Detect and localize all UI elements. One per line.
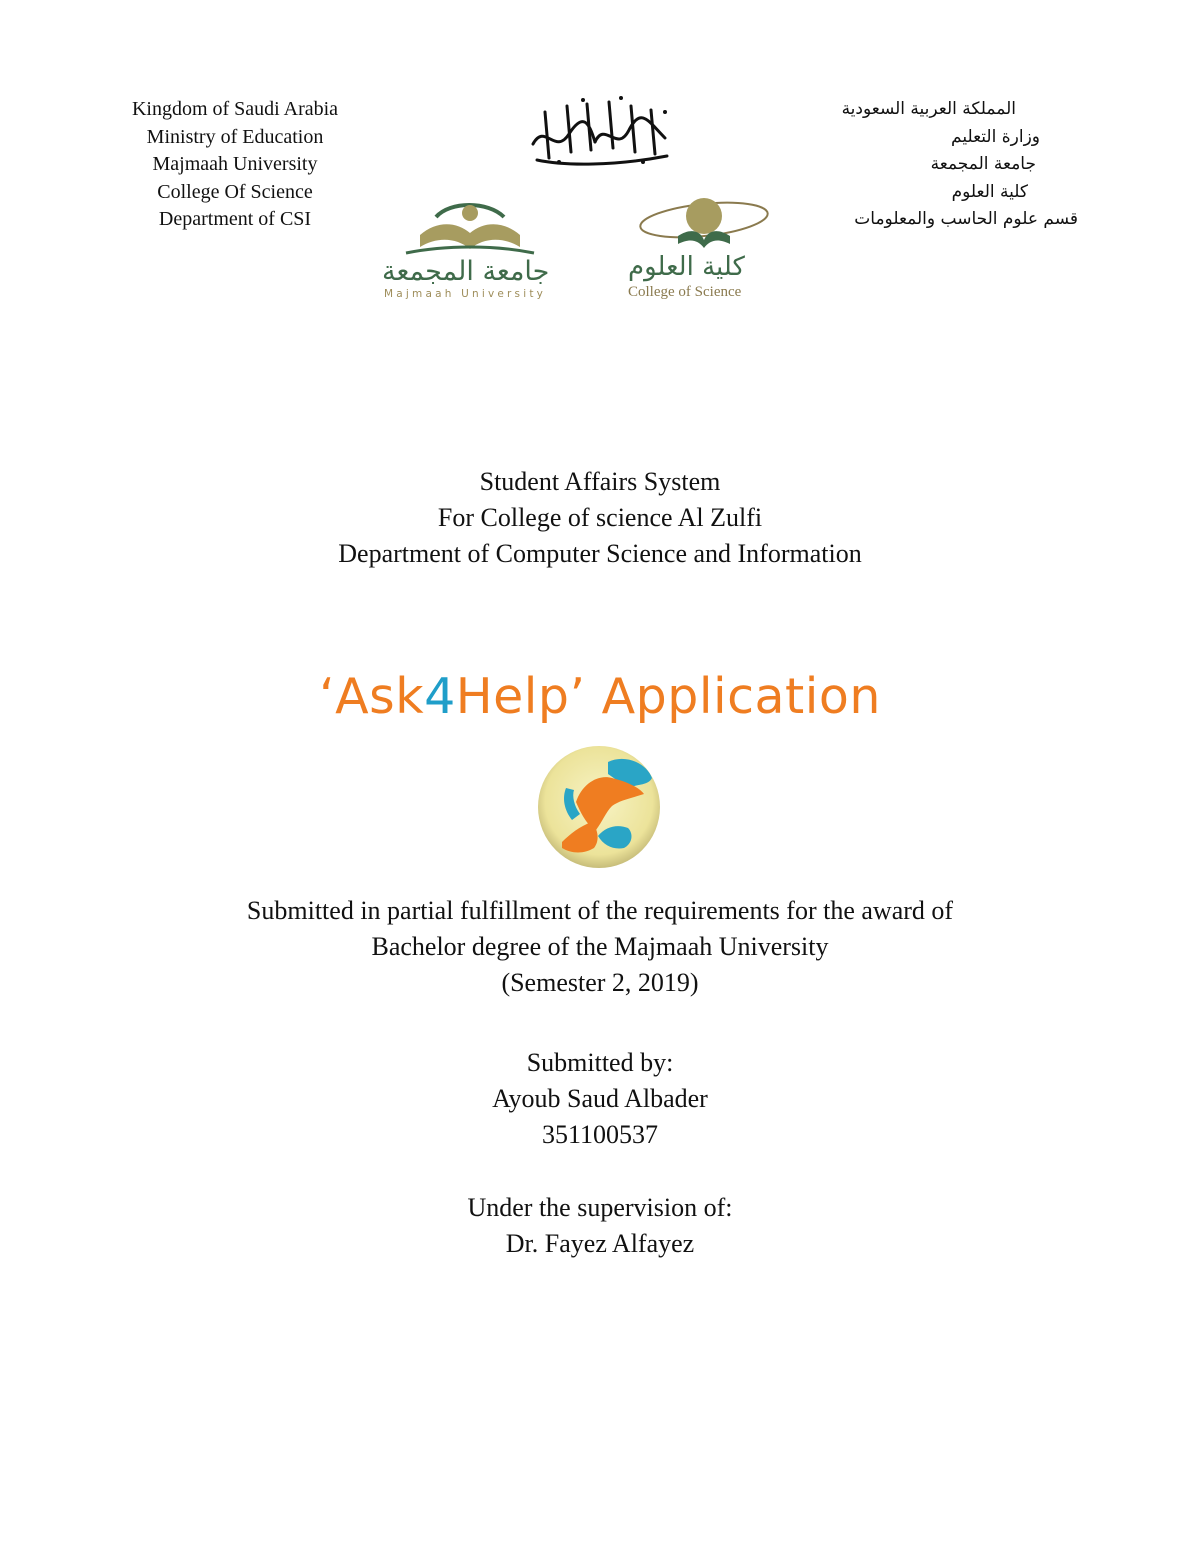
header-right-line: وزارة التعليم	[951, 126, 1040, 147]
majmaah-logo-english: Majmaah University	[384, 288, 547, 300]
app-title-quote-close: ’	[569, 668, 586, 725]
helping-hands-logo-icon	[536, 744, 662, 870]
project-department: Department of Computer Science and Information	[338, 539, 862, 568]
header-left-line: Kingdom of Saudi Arabia	[131, 98, 339, 120]
college-logo-arabic: كلية العلوم	[628, 252, 745, 282]
submitted-by-label: Submitted by:	[526, 1048, 674, 1077]
app-title-ask: Ask	[335, 668, 425, 725]
header-left-line: College Of Science	[157, 180, 313, 203]
app-title-help: Help	[455, 668, 570, 725]
majmaah-logo-arabic: جامعة المجمعة	[382, 256, 550, 287]
student-name: Ayoub Saud Albader	[492, 1084, 708, 1113]
app-title-suffix: Application	[585, 668, 881, 725]
header-left-line: Department of CSI	[158, 208, 312, 230]
submission-semester: (Semester 2, 2019)	[501, 968, 699, 997]
submitted-by-block	[0, 1045, 1200, 1153]
header-right-line: المملكة العربية السعودية	[841, 99, 1016, 119]
header-left-line: Ministry of Education	[146, 125, 324, 148]
header-left	[100, 96, 370, 234]
submission-line: Bachelor degree of the Majmaah University	[371, 932, 829, 961]
project-title-block	[0, 464, 1200, 572]
basmala-calligraphy-icon	[525, 92, 675, 170]
submission-line: Submitted in partial fulfillment of the requirements for the award of	[246, 896, 954, 925]
header-left-line: Majmaah University	[152, 153, 318, 175]
app-title-quote-open: ‘	[319, 668, 336, 725]
header-right-line: جامعة المجمعة	[930, 154, 1036, 174]
header-right	[820, 96, 1140, 234]
supervisor-name: Dr. Fayez Alfayez	[505, 1229, 695, 1258]
project-college: For College of science Al Zulfi	[437, 503, 763, 532]
project-title: Student Affairs System	[479, 467, 721, 496]
student-id: 351100537	[541, 1120, 659, 1149]
app-title-four: 4	[424, 668, 456, 725]
submission-statement	[0, 893, 1200, 1001]
supervision-block	[0, 1190, 1200, 1262]
app-title	[0, 667, 1200, 727]
college-logo-english: College of Science	[628, 284, 742, 300]
supervision-label: Under the supervision of:	[467, 1193, 733, 1222]
header-right-line: قسم علوم الحاسب والمعلومات	[854, 209, 1078, 229]
header-right-line: كلية العلوم	[951, 181, 1028, 202]
